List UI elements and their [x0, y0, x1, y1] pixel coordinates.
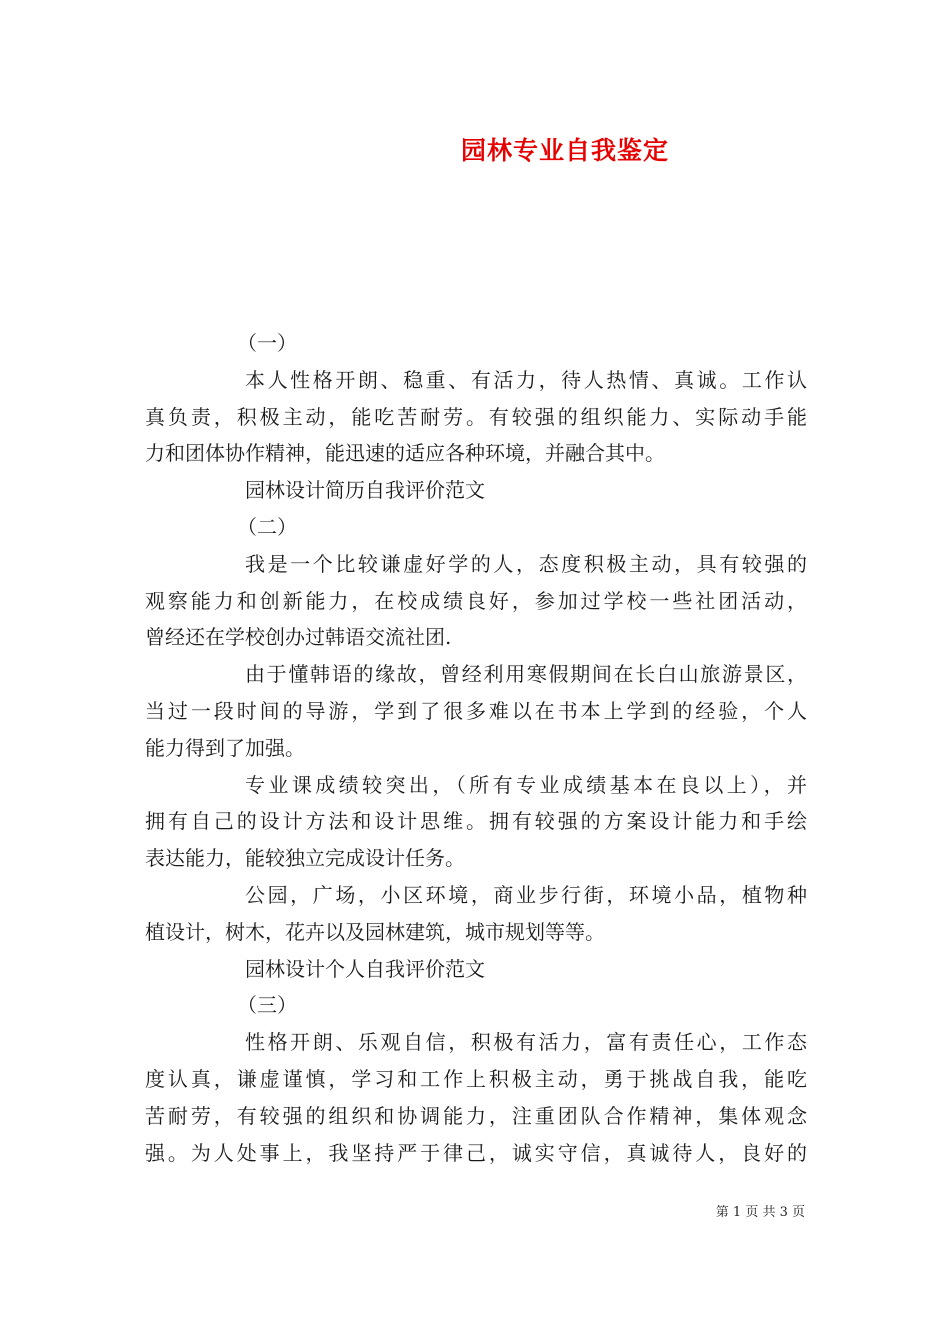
document-body [145, 325, 807, 1171]
text-line: 公园，广场，小区环境，商业步行街，环境小品，植物种 [245, 882, 807, 907]
text-line: 力和团体协作精神，能迅速的适应各种环境，并融合其中。 [145, 441, 665, 466]
section-marker: （二） [237, 514, 297, 539]
text-line: 拥有自己的设计方法和设计思维。拥有较强的方案设计能力和手绘 [145, 809, 807, 834]
section-marker: （一） [237, 331, 297, 355]
text-line: 表达能力，能较独立完成设计任务。 [145, 846, 465, 871]
text-line: 曾经还在学校创办过韩语交流社团. [145, 625, 452, 650]
text-line: 能力得到了加强。 [145, 735, 305, 760]
text-line: 强。为人处事上，我坚持严于律己，诚实守信，真诚待人，良好的 [145, 1140, 807, 1165]
text-line: 由于懂韩语的缘故，曾经利用寒假期间在长白山旅游景区， [245, 662, 807, 687]
text-line: 专业课成绩较突出，（所有专业成绩基本在良以上），并 [245, 772, 807, 797]
text-line: 植设计，树木，花卉以及园林建筑，城市规划等等。 [145, 919, 605, 944]
text-line: 本人性格开朗、稳重、有活力，待人热情、真诚。工作认 [245, 367, 807, 392]
section-marker: （三） [237, 993, 297, 1018]
text-line: 观察能力和创新能力，在校成绩良好，参加过学校一些社团活动， [145, 588, 807, 613]
text-line: 性格开朗、乐观自信，积极有活力，富有责任心，工作态 [245, 1030, 807, 1055]
text-line: 真负责，积极主动，能吃苦耐劳。有较强的组织能力、实际动手能 [145, 404, 807, 429]
text-line: 度认真，谦虚谨慎，学习和工作上积极主动，勇于挑战自我，能吃 [145, 1066, 807, 1091]
text-line: 苦耐劳，有较强的组织和协调能力，注重团队合作精神，集体观念 [145, 1103, 807, 1128]
page-footer: 第 1 页 共 3 页 [715, 1205, 805, 1220]
page-title: 园林专业自我鉴定 [460, 136, 669, 165]
text-line: 园林设计简历自我评价范文 [245, 478, 485, 503]
text-line: 园林设计个人自我评价范文 [245, 956, 485, 981]
text-line: 我是一个比较谦虚好学的人，态度积极主动，具有较强的 [245, 551, 807, 576]
text-line: 当过一段时间的导游，学到了很多难以在书本上学到的经验，个人 [145, 698, 807, 723]
